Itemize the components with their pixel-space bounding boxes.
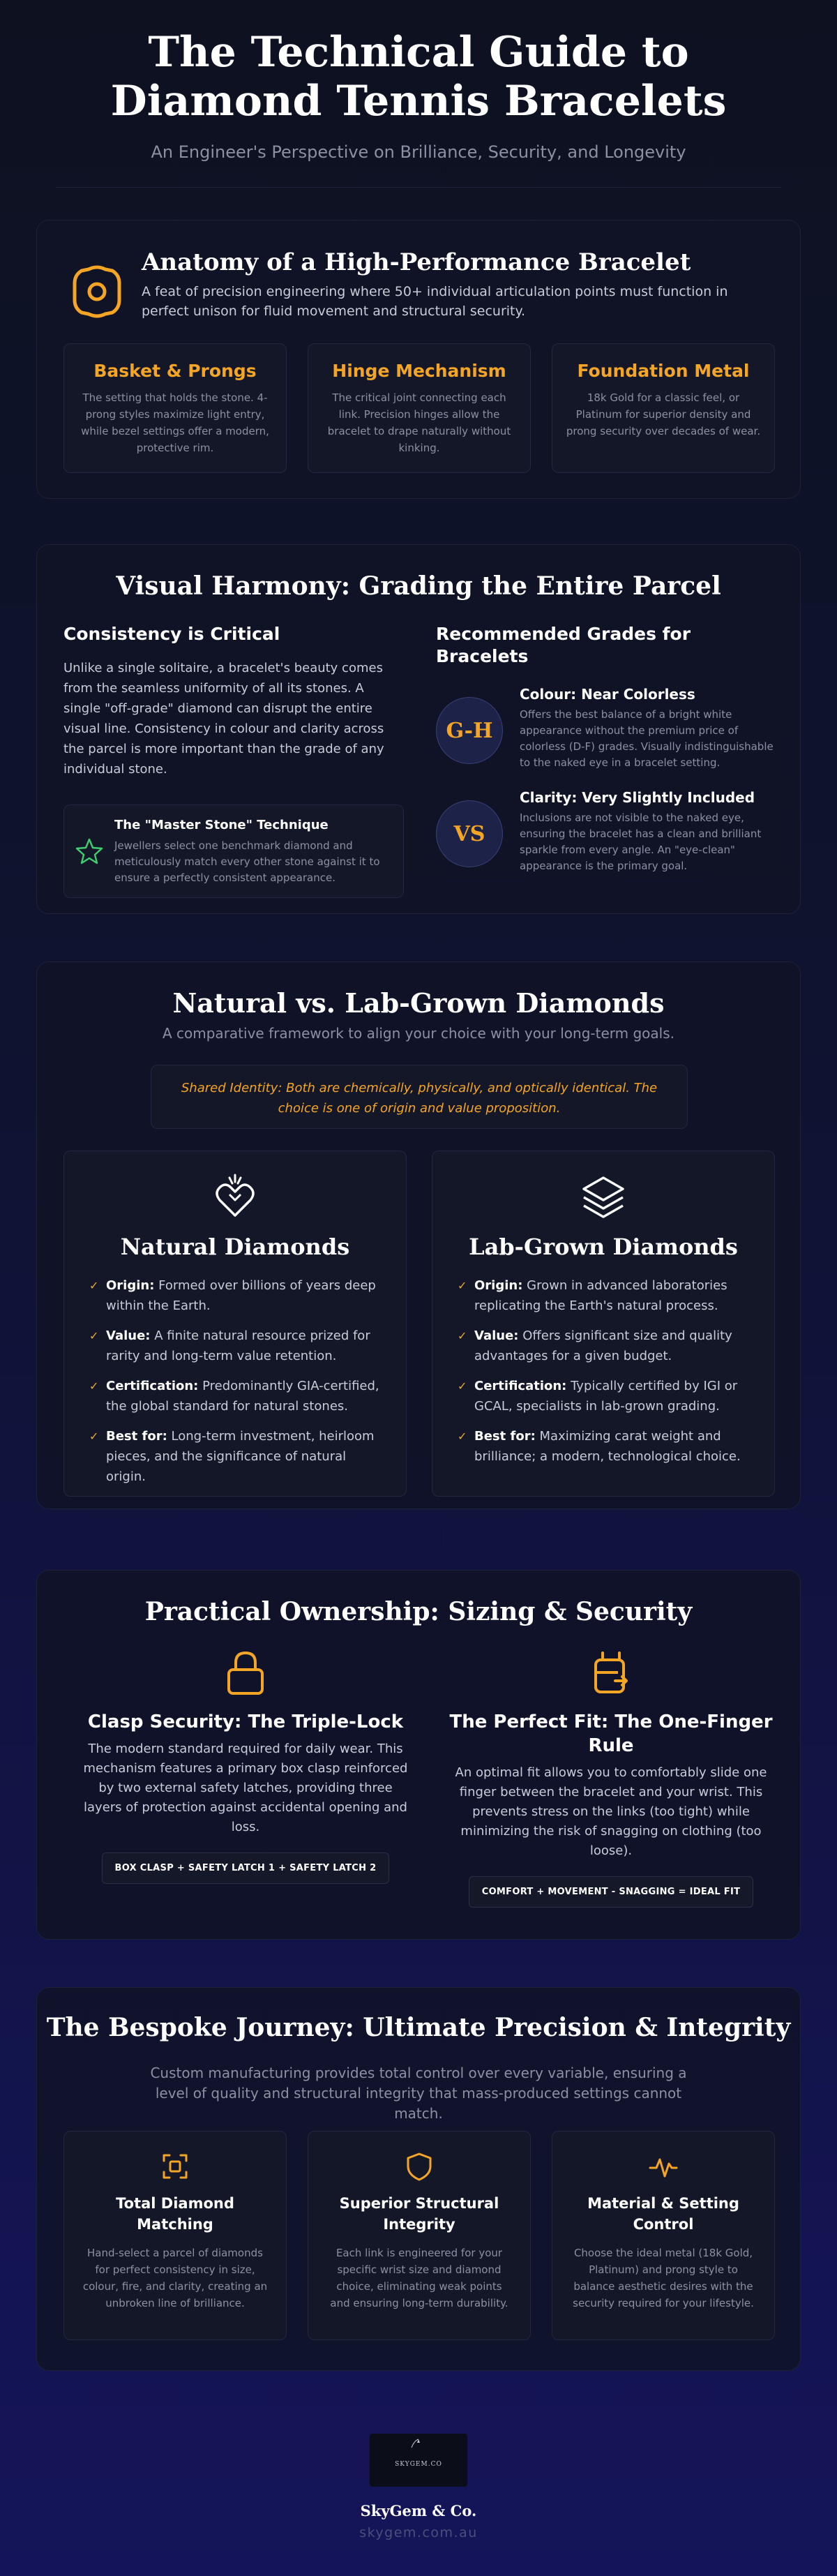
natural-item xyxy=(89,1275,381,1316)
check-icon: ✓ xyxy=(89,1379,99,1393)
bespoke-card-title: Total Diamond Matching xyxy=(116,2195,234,2233)
anatomy-card xyxy=(552,343,775,473)
lock-icon xyxy=(220,1647,271,1698)
lab-grown-diamonds-card xyxy=(432,1151,775,1497)
master-stone-title: The "Master Stone" Technique xyxy=(114,818,329,832)
fit-title: The Perfect Fit: The One-Finger Rule xyxy=(449,1712,773,1756)
heart-diamond-icon xyxy=(210,1172,260,1222)
lab-item-text: Offers significant size and quality advantages for a given budget. xyxy=(474,1328,732,1363)
lab-title: Lab-Grown Diamonds xyxy=(469,1234,738,1260)
fit-formula: COMFORT + MOVEMENT - SNAGGING = IDEAL FIT xyxy=(469,1876,754,1908)
lab-item-text: Grown in advanced laboratories replicating the Earth's natural process. xyxy=(474,1278,727,1313)
natural-item-text: Long-term investment, heirloom pieces, and the significance of natural origin. xyxy=(106,1429,375,1484)
anatomy-section xyxy=(36,220,801,499)
clasp-block xyxy=(82,1647,409,1884)
check-icon: ✓ xyxy=(89,1279,99,1292)
consistency-heading: Consistency is Critical xyxy=(63,624,280,644)
bespoke-title: The Bespoke Journey: Ultimate Precision & Integrity xyxy=(46,2013,791,2042)
comparison-title: Natural vs. Lab-Grown Diamonds xyxy=(172,987,665,1019)
natural-item-label: Certification: xyxy=(106,1379,199,1393)
shield-icon xyxy=(404,2151,435,2182)
bespoke-card xyxy=(552,2131,775,2340)
check-icon: ✓ xyxy=(458,1279,467,1292)
lab-item-label: Origin: xyxy=(474,1278,523,1293)
natural-item-text: Formed over billions of years deep within the Earth. xyxy=(106,1278,376,1313)
natural-item xyxy=(89,1376,381,1416)
grade-text: Offers the best balance of a bright white appearance without the premium price of colorless (D-F) grades. Visually indistinguishable to the naked eye in a bracelet setting. xyxy=(520,708,774,769)
ownership-section xyxy=(36,1570,801,1940)
clasp-formula: BOX CLASP + SAFETY LATCH 1 + SAFETY LATCH 2 xyxy=(102,1852,390,1884)
anatomy-title: Anatomy of a High-Performance Bracelet xyxy=(142,248,691,276)
natural-item-label: Best for: xyxy=(106,1429,167,1444)
focus-icon xyxy=(160,2151,190,2182)
page-title: The Technical Guide to Diamond Tennis Bracelets xyxy=(110,28,727,126)
anatomy-card-text: The setting that holds the stone. 4-prong styles maximize light entry, while bezel settings offer a modern, protective rim. xyxy=(81,391,269,454)
consistency-text: Unlike a single solitaire, a bracelet's beauty comes from the seamless uniformity of all its stones. A single "off-grade" diamond can disrupt the entire visual line. Consistency in colour and clarity across the parcel is more important than the grade of any individual stone. xyxy=(63,661,384,777)
grades-heading: Recommended Grades for Bracelets xyxy=(436,624,691,666)
logo-text: SKYGEM.CO xyxy=(395,2461,442,2468)
grade-item xyxy=(436,686,778,771)
shared-identity-note: Shared Identity: Both are chemically, physically, and optically identical. The choice is one of origin and value proposition. xyxy=(151,1065,688,1129)
fit-block xyxy=(447,1647,775,1908)
anatomy-card xyxy=(63,343,287,473)
grade-title: Clarity: Very Slightly Included xyxy=(520,789,755,806)
lab-item-label: Certification: xyxy=(474,1379,567,1393)
pulse-icon xyxy=(648,2151,679,2182)
natural-item-text: A finite natural resource prized for rarity and long-term value retention. xyxy=(106,1328,370,1363)
natural-item-label: Value: xyxy=(106,1328,151,1343)
bespoke-subtitle: Custom manufacturing provides total control over every variable, ensuring a level of quality and structural integrity that mass-produced settings cannot match. xyxy=(150,2065,687,2122)
clasp-text: The modern standard required for daily wear. This mechanism features a primary box clasp reinforced by two external safety latches, providing three layers of protection against accidental opening and loss. xyxy=(83,1742,408,1834)
anatomy-description: A feat of precision engineering where 50+ individual articulation points must function in perfect unison for fluid movement and structural security. xyxy=(142,284,728,319)
natural-item-label: Origin: xyxy=(106,1278,155,1293)
star-icon xyxy=(75,837,103,865)
lab-item xyxy=(458,1326,749,1366)
website-link[interactable]: skygem.com.au xyxy=(359,2525,478,2540)
comparison-subtitle: A comparative framework to align your choice with your long-term goals. xyxy=(162,1025,674,1042)
natural-diamonds-card xyxy=(63,1151,407,1497)
anatomy-card xyxy=(308,343,531,473)
bespoke-card-title: Superior Structural Integrity xyxy=(339,2195,499,2233)
lab-item-label: Best for: xyxy=(474,1429,536,1444)
lab-item xyxy=(458,1275,749,1316)
lab-item-text: Typically certified by IGI or GCAL, specialists in lab-grown grading. xyxy=(474,1379,738,1414)
lab-item-label: Value: xyxy=(474,1328,519,1343)
lab-item-text: Maximizing carat weight and brilliance; a modern, technological choice. xyxy=(474,1429,741,1464)
bespoke-section xyxy=(36,1987,801,2371)
harmony-title: Visual Harmony: Grading the Entire Parcel xyxy=(116,571,721,601)
clasp-title: Clasp Security: The Triple-Lock xyxy=(87,1712,404,1732)
fit-text: An optimal fit allows you to comfortably slide one finger between the bracelet and your wrist. This prevents stress on the links (too tight) while minimizing the risk of snagging on clothing (too loose). xyxy=(455,1765,767,1858)
anatomy-card-title: Hinge Mechanism xyxy=(332,361,506,381)
check-icon: ✓ xyxy=(458,1430,467,1443)
wrist-fit-icon xyxy=(586,1647,636,1698)
gear-icon xyxy=(68,262,126,321)
anatomy-card-title: Foundation Metal xyxy=(577,361,750,381)
bespoke-card xyxy=(308,2131,531,2340)
logo-mark xyxy=(370,2434,467,2487)
grade-text: Inclusions are not visible to the naked eye, ensuring the bracelet has a clean and brilliant sparkle from every angle. An "eye-clean" appearance is the primary goal. xyxy=(520,811,762,872)
footer xyxy=(0,2434,837,2540)
anatomy-card-text: 18k Gold for a classic feel, or Platinum for superior density and prong security over decades of wear. xyxy=(566,391,761,437)
anatomy-card-text: The critical joint connecting each link. Precision hinges allow the bracelet to drape naturally without kinking. xyxy=(327,391,511,454)
anatomy-card-title: Basket & Prongs xyxy=(93,361,257,381)
check-icon: ✓ xyxy=(458,1329,467,1342)
lab-item xyxy=(458,1376,749,1416)
comparison-section xyxy=(36,961,801,1509)
grade-badge: G-H xyxy=(436,697,503,764)
bespoke-card xyxy=(63,2131,287,2340)
lab-item xyxy=(458,1426,749,1467)
bespoke-card-title: Material & Setting Control xyxy=(587,2195,739,2233)
header-divider xyxy=(56,187,781,188)
page-subtitle: An Engineer's Perspective on Brilliance, Security, and Longevity xyxy=(151,142,686,162)
master-stone-card xyxy=(63,804,404,898)
check-icon: ✓ xyxy=(89,1329,99,1342)
layers-icon xyxy=(578,1172,628,1222)
brand-logo[interactable] xyxy=(370,2434,467,2487)
natural-title: Natural Diamonds xyxy=(120,1234,350,1260)
grade-badge: VS xyxy=(436,800,503,867)
grade-title: Colour: Near Colorless xyxy=(520,686,695,703)
ownership-title: Practical Ownership: Sizing & Security xyxy=(144,1597,693,1626)
bespoke-card-text: Choose the ideal metal (18k Gold, Platinum) and prong style to balance aesthetic desires with the security required for your lifestyle. xyxy=(573,2247,754,2309)
natural-item xyxy=(89,1326,381,1366)
natural-item xyxy=(89,1426,381,1487)
bespoke-card-text: Each link is engineered for your specific wrist size and diamond choice, eliminating weak points and ensuring long-term durability. xyxy=(330,2247,508,2309)
grade-item xyxy=(436,789,778,874)
harmony-section xyxy=(36,544,801,914)
check-icon: ✓ xyxy=(89,1430,99,1443)
brand-name: SkyGem & Co. xyxy=(360,2502,477,2519)
master-stone-text: Jewellers select one benchmark diamond and meticulously match every other stone against it to ensure a perfectly consistent appearance. xyxy=(114,839,380,884)
natural-item-text: Predominantly GIA-certified, the global standard for natural stones. xyxy=(106,1379,379,1414)
check-icon: ✓ xyxy=(458,1379,467,1393)
bespoke-card-text: Hand-select a parcel of diamonds for perfect consistency in size, colour, fire, and clarity, creating an unbroken line of brilliance. xyxy=(82,2247,268,2309)
